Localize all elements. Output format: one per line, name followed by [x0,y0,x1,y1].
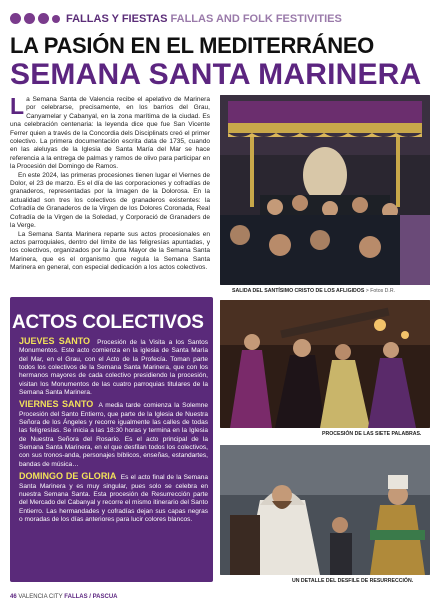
photo-caption-3: UN DETALLE DEL DESFILE DE RESURRECCIÓN. [292,578,414,584]
dot-icon [38,13,49,24]
jueves-santo-paragraph: JUEVES SANTO Procesión de la Visita a los Santos Monumentos. Este acto comienza en la iglesia de Santa María del Mar, en el Grau, con el Acto de la Profecía. Toman parte todos los colectivos de la Semana Santa Marinera, que con los hermanos mayores de cada colectivo presidiendo la procesión, visitan los Monumentos de las cuatro parroquias titulares de la Semana Santa Marinera. [19,336,209,397]
photo-resurreccion [220,445,430,575]
dot-icon [24,13,35,24]
dot-icon [52,15,60,23]
photo-salida-cristo [220,95,430,285]
intro-text: La Semana Santa de Valencia recibe el apelativo de Marinera por celebrarse, precisamente, en los barrios del Grau, Canyamelar y Cabanyal, en la zona marítima de la ciudad. Es una celebración centenaria: la leyenda dice que fue San Vicente Ferrer quien a través de la Concordia dels Disciplinats creó el primer colectivo. La primera documentación escrita data de 1735, cuando en las aleluyas de la Iglesia de Santa María del Mar se hace referencia a la entrega de palmas y ramos de olivo para participar en la Procesión del Domingo de Ramos. En este 2024, las primeras procesiones tienen lugar el Viernes de Dolor, el 23 de marzo. Es el día de las corporaciones y cofradías de granaderos, representadas por la Imagen de la Dolorosa. En la actualidad son tres los colectivos de granaderos existentes: la Cofradía de Granaderos de la Virgen de los Dolores Coronada, Real Cofradía de la Virgen de la Soledad, y Corporació de Granaders de la Verge. La Semana Santa Marinera reparte sus actos procesionales en actos parroquiales, dentro del límite de las feligresías apuntadas, y los colectivos, organizados por la Junta Mayor de la Semana Santa Marinera, que es el organismo que regula la Semana Santa Marinera en general, con especial dedicación a los actos colectivos. [10,93,210,272]
page-number: 46 [10,594,17,600]
viernes-santo-paragraph: VIERNES SANTO A media tarde comienza la Solemne Procesión del Santo Entierro, que parte de la Iglesia de Nuestra Señora de los Ángeles y recorre igualmente las calles de todas las feligresías. Se inicia a las 18:30 horas y termina en la Iglesia de Nuestra Señora del Rosario. Es el acto principal de la Semana Santa Marinera, en el que desfilan todos los colectivos, con sus tronos-anda, personajes bíblicos, enseñas, estandartes, bandas de música… [19,399,208,468]
domingo-gloria-paragraph: DOMINGO DE GLORIA Es el acto final de la Semana Santa Marinera y es muy singular, pues solo se celebra en nuestra Semana Santa. Esta procesión de Resurrección parte del Mercado del Cabanyal y recorre el mismo itinerario del Santo Entierro. Las hermandades y cofradías dejan sus capas negras o moradas de los días anteriores para lucir colores blancos. [19,471,208,523]
intro-paragraph: En este 2024, las primeras procesiones tienen lugar el Viernes de Dolor, el 23 de marzo. Es el día de las corporaciones y cofradías de granaderos, representadas por la Imagen de la Dolorosa. En la actualidad son tres los colectivos de granaderos existentes: la Cofradía de Granaderos de la Virgen de los Dolores Coronada, Real Cofradía de la Virgen de la Soledad, y Corporació de Granaders de la Verge. [10,171,210,230]
actos-text [19,337,208,527]
footer-brand: VALENCIA CITY [18,594,63,600]
main-title: SEMANA SANTA MARINERA [10,58,422,91]
page-footer [10,594,118,600]
kicker-title: LA PASIÓN EN EL MEDITERRÁNEO [10,33,374,58]
procession-canopy-image [220,95,430,285]
procession-night-image [220,300,430,428]
section-dots [10,13,60,24]
section-label: FALLAS Y FIESTAS FALLAS AND FOLK FESTIVITIES [66,13,342,25]
photo-caption-1: SALIDA DEL SANTÍSIMO CRISTO DE LOS AFLIGIDOS > Fotos D.R. [232,288,396,294]
footer-section: FALLAS / PASCUA [64,594,118,600]
resurrection-parade-image [220,445,430,575]
photo-caption-2: PROCESIÓN DE LAS SIETE PALABRAS. [322,431,422,437]
dot-icon [10,13,21,24]
intro-paragraph: La Semana Santa Marinera reparte sus actos procesionales en actos parroquiales, dentro del límite de las feligresías apuntadas, y los colectivos, organizados por la Junta Mayor de la Semana Santa Marinera, que es el organismo que regula la Semana Santa Marinera en general, con especial dedicación a los actos colectivos. [10,230,210,272]
photo-siete-palabras [220,300,430,428]
actos-title: ACTOS COLECTIVOS [12,312,204,333]
dropcap: L [10,93,25,119]
